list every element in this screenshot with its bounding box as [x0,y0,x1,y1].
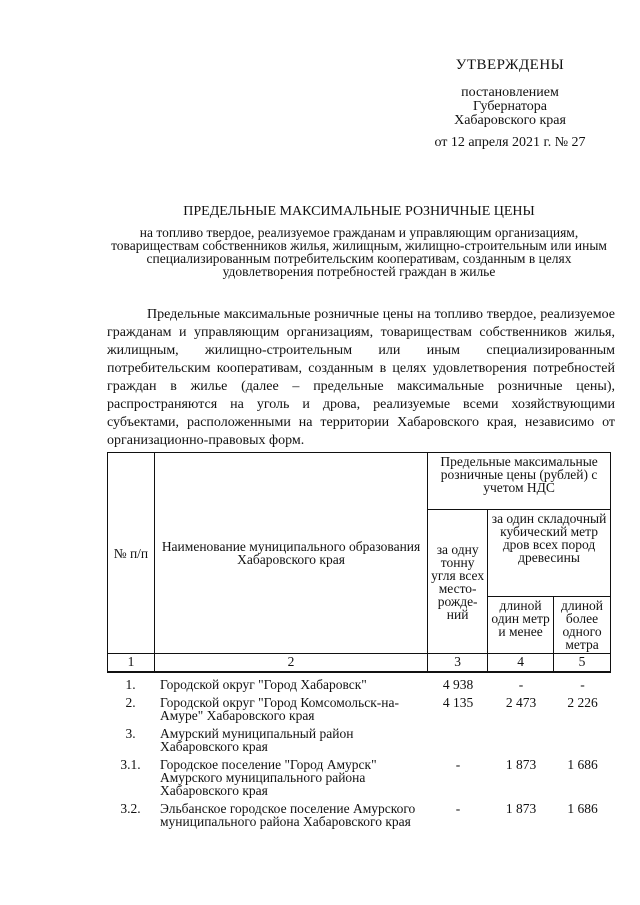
row-num: 2. [125,695,136,710]
table-row [107,678,611,691]
row-num: 3.2. [120,801,141,816]
header-num: № п/п [108,453,155,654]
header-wood-short: длиной более одного метра [554,597,611,654]
approval-line: Губернатора [472,99,548,114]
col-number: 1 [108,654,155,673]
approval-block [410,58,610,150]
intro-paragraph: Предельные максимальные розничные цены на топливо твердое, реализуемое гражданам и управляющим организациям, товариществам собственников жилья, жилищным, жилищно-строительным или иным специализированным потребительским кооперативам, созданным в целях удовлетворения потребностей граждан в жилье (далее – предельные максимальные розничные цены), распространяются на уголь и дрова, реализуемые всеми хозяйствующими субъектами, расположенными на территории Хабаровского края, независимо от организационно-правовых форм. [107,307,615,448]
row-wood-long: 1 873 [505,801,537,816]
header-price-group: Предельные максимальные розничные цены (рублей) с учетом НДС [428,453,611,510]
approval-heading: УТВЕРЖДЕНЫ [455,57,565,73]
approval-line: постановлением [461,85,559,100]
row-wood-long [488,727,554,753]
table-row [107,802,611,828]
row-name: Эльбанское городское поселение Амурского муниципального района Хабаровского края [160,801,416,829]
row-name: Городской округ "Город Хабаровск" [160,677,367,692]
row-num: 1. [125,677,136,692]
document-subtitle: на топливо твердое, реализуемое гражданам и управляющим организациям, товариществам собственников жилья, жилищным, жилищно-строительным или иным специализированным потребительским кооперативам, созданным в целях удовлетворения потребностей граждан в жилье [111,225,607,279]
row-wood-long: - [518,677,524,692]
price-table-body [107,678,611,833]
row-name: Городской округ "Город Комсомольск-на-Амуре" Хабаровского края [160,695,399,723]
row-coal: 4 938 [442,677,474,692]
col-number: 4 [488,654,554,673]
header-coal: за одну тонну угля всех место-рожде-ний [428,510,488,654]
row-coal: 4 135 [442,695,474,710]
col-number: 5 [554,654,611,673]
table-row [107,727,611,753]
document-title-block [105,205,613,278]
row-wood-short: 2 226 [567,695,598,710]
row-wood-short: - [580,677,585,692]
header-wood-group: за один складочный кубический метр дров всех пород древесины [488,510,611,597]
row-wood-short: 1 686 [567,757,598,772]
row-wood-short [554,727,611,753]
header-name: Наименование муниципального образования Хабаровского края [154,453,427,654]
col-number: 2 [154,654,427,673]
price-table-header [107,452,611,673]
row-name: Городское поселение "Город Амурск" Амурского муниципального района Хабаровского края [160,757,377,798]
row-num: 3.1. [120,757,141,772]
row-wood-long: 1 873 [505,757,537,772]
row-coal: - [455,757,461,772]
row-wood-short: 1 686 [567,801,598,816]
row-name: Амурский муниципальный район Хабаровского края [160,726,354,754]
col-number: 3 [428,654,488,673]
header-wood-long: длиной один метр и менее [488,597,554,654]
row-coal: - [455,801,461,816]
document-title: ПРЕДЕЛЬНЫЕ МАКСИМАЛЬНЫЕ РОЗНИЧНЫЕ ЦЕНЫ [183,204,535,219]
table-row [107,758,611,797]
row-wood-long: 2 473 [505,695,537,710]
table-row [107,696,611,722]
approval-line: Хабаровского края [454,113,566,128]
row-num: 3. [125,726,136,741]
approval-date: от 12 апреля 2021 г. № 27 [434,135,586,150]
row-coal [428,727,488,753]
